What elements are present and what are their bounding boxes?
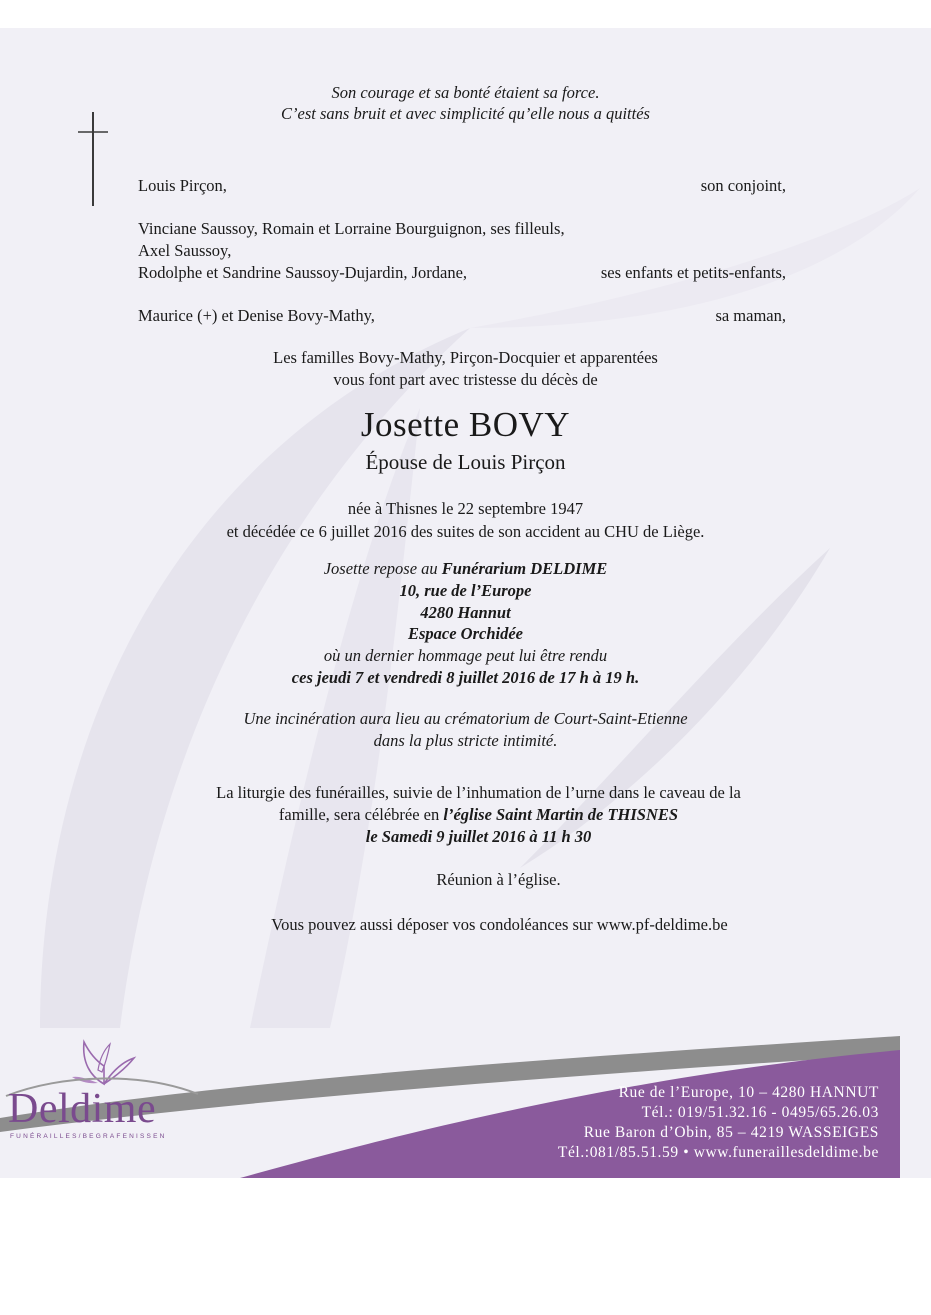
reunion-line: Réunion à l’église.: [436, 870, 561, 889]
family-names: Axel Saussoy,: [138, 241, 232, 260]
deceased-spouse: Épouse de Louis Pirçon: [365, 450, 566, 474]
funeral-line-2: [0, 807, 931, 824]
funeral-home-city: 4280 Hannut: [420, 603, 511, 622]
family-relation: ses enfants et petits-enfants,: [600, 263, 786, 282]
cremation-line-1: Une incinération aura lieu au crématorium de Court-Saint-Etienne: [243, 709, 688, 728]
announcement-line-2: vous font part avec tristesse du décès de: [333, 370, 598, 389]
announcement-line-1: Les familles Bovy-Mathy, Pirçon-Docquier et apparentées: [273, 348, 658, 367]
funeral-line-1: La liturgie des funérailles, suivie de l’inhumation de l’urne dans le caveau de la: [216, 783, 741, 802]
family-names: Vinciane Saussoy, Romain et Lorraine Bourguignon, ses filleuls,: [138, 219, 565, 238]
funeral-home-street: 10, rue de l’Europe: [399, 581, 532, 600]
family-names: Louis Pirçon,: [138, 176, 227, 195]
funeral-home-name: Funérarium DELDIME: [441, 559, 608, 578]
family-names: Maurice (+) et Denise Bovy-Mathy,: [138, 306, 375, 325]
condolences-line: Vous pouvez aussi déposer vos condoléances sur www.pf-deldime.be: [271, 915, 728, 934]
visitation-line: [0, 561, 931, 578]
cremation-line-2: dans la plus stricte intimité.: [373, 731, 558, 750]
footer-address-2: Rue Baron d’Obin, 85 – 4219 WASSEIGES: [583, 1124, 879, 1141]
church-name: l’église Saint Martin de THISNES: [443, 805, 679, 824]
epigraph-line-2: C’est sans bruit et avec simplicité qu’elle nous a quittés: [281, 104, 650, 123]
company-tagline: FUNÉRAILLES/BEGRAFENISSEN: [10, 1133, 167, 1140]
funeral-home-room: Espace Orchidée: [407, 624, 524, 643]
obituary-card: [0, 28, 931, 1178]
epigraph-line-1: Son courage et sa bonté étaient sa force.: [331, 83, 600, 102]
death-line: et décédée ce 6 juillet 2016 des suites de son accident au CHU de Liège.: [226, 522, 705, 541]
footer-address-1: Rue de l’Europe, 10 – 4280 HANNUT: [618, 1084, 879, 1101]
visitation-intro: Josette repose au: [323, 559, 442, 578]
visitation-dates: ces jeudi 7 et vendredi 8 juillet 2016 de 17 h à 19 h.: [291, 668, 640, 687]
birth-line: née à Thisnes le 22 septembre 1947: [347, 499, 584, 518]
deceased-name: Josette BOVY: [360, 405, 571, 444]
family-relation: sa maman,: [715, 306, 786, 325]
footer-phone-1: Tél.: 019/51.32.16 - 0495/65.26.03: [641, 1104, 879, 1121]
footer-phone-2: Tél.:081/85.51.59 • www.funeraillesdeldime.be: [557, 1144, 879, 1161]
company-logo: Deldime: [8, 1086, 157, 1132]
funeral-prefix: famille, sera célébrée en: [278, 805, 444, 824]
cross-icon: [76, 110, 116, 210]
family-names: Rodolphe et Sandrine Saussoy-Dujardin, Jordane,: [138, 263, 468, 282]
family-relation: son conjoint,: [700, 176, 786, 195]
funeral-date: le Samedi 9 juillet 2016 à 11 h 30: [365, 827, 592, 846]
tribute-line: où un dernier hommage peut lui être rendu: [323, 646, 608, 665]
